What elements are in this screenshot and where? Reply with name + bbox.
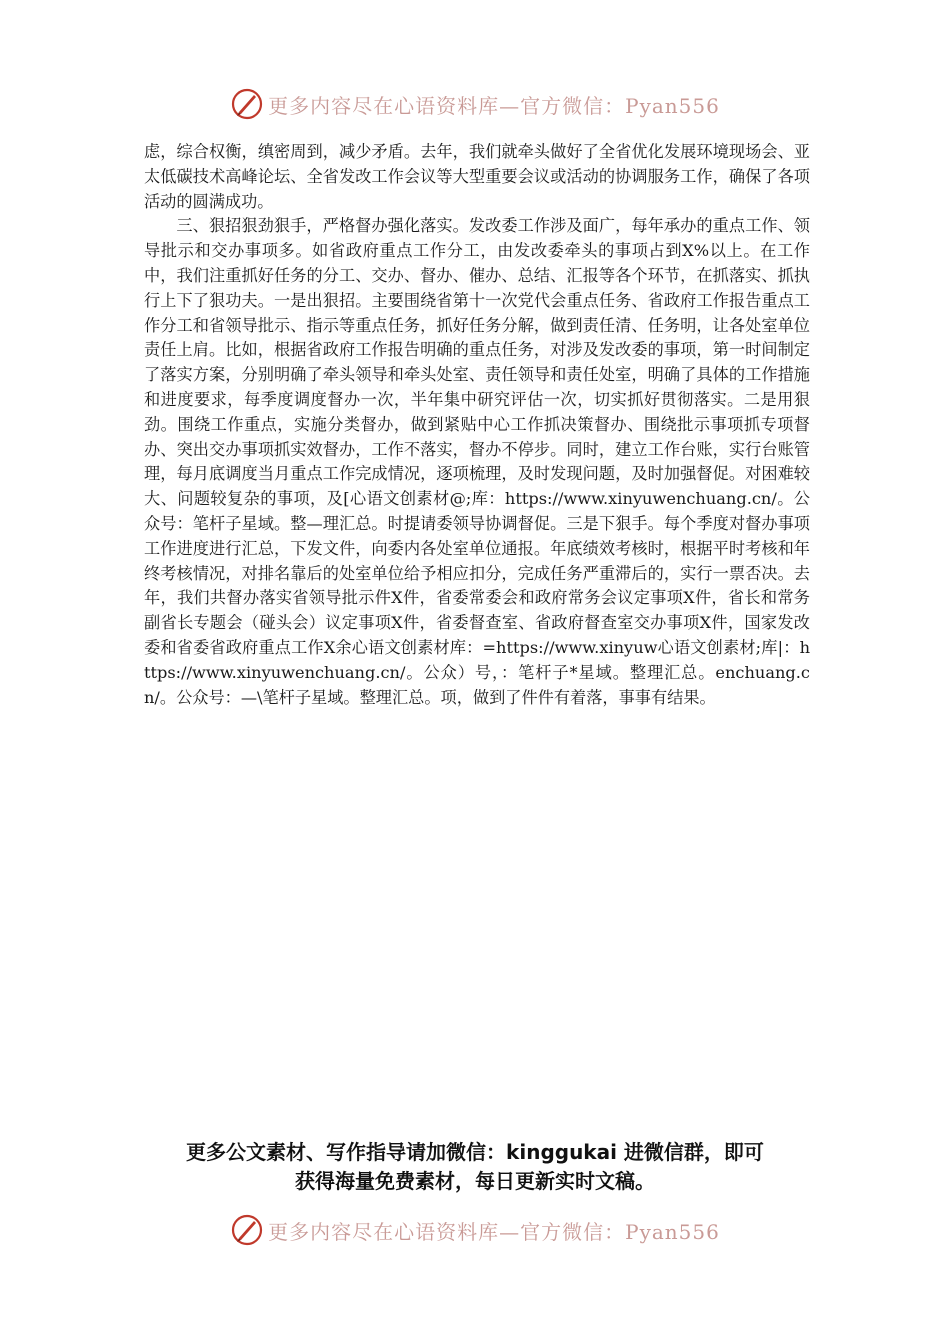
promo-line: 更多公文素材、写作指导请加微信：kinggukai 进微信群，即可: [186, 1140, 764, 1164]
promo-notice: [140, 1138, 810, 1196]
promo-line: 获得海量免费素材，每日更新实时文稿。: [295, 1169, 655, 1193]
header-banner: [0, 84, 950, 124]
quill-pen-logo-icon: [230, 1213, 264, 1247]
body-paragraph: 三、狠招狠劲狠手，严格督办强化落实。发改委工作涉及面广，每年承办的重点工作、领导批示和交办事项多。如省政府重点工作分工，由发改委牵头的事项占到X%以上。在工作中，我们注重抓好任务的分工、交办、督办、催办、总结、汇报等各个环节，在抓落实、抓执行上下了狠功夫。一是出狠招。主要围绕省第十一次党代会重点任务、省政府工作报告重点工作分工和省领导批示、指示等重点任务，抓好任务分解，做到责任清、任务明，让各处室单位责任上肩。比如，根据省政府工作报告明确的重点任务，对涉及发改委的事项，第一时间制定了落实方案，分别明确了牵头领导和牵头处室、责任领导和责任处室，明确了具体的工作措施和进度要求，每季度调度督办一次，半年集中研究评估一次，切实抓好贯彻落实。二是用狠劲。围绕工作重点，实施分类督办，做到紧贴中心工作抓决策督办、围绕批示事项抓专项督办、突出交办事项抓实效督办，工作不落实，督办不停步。同时，建立工作台账，实行台账管理，每月底调度当月重点工作完成情况，逐项梳理，及时发现问题，及时加强督促。对困难较大、问题较复杂的事项，及[心语文创素材@;库：https://www.xinyuwenchuang.cn/。公众号：笔杆子星域。整—理汇总。时提请委领导协调督促。三是下狠手。每个季度对督办事项工作进度进行汇总，下发文件，向委内各处室单位通报。年底绩效考核时，根据平时考核和年终考核情况，对排名靠后的处室单位给予相应扣分，完成任务严重滞后的，实行一票否决。去年，我们共督办落实省领导批示件X件，省委常委会和政府常务会议定事项X件，省长和常务副省长专题会（碰头会）议定事项X件，省委督查室、省政府督查室交办事项X件，国家发改委和省委省政府重点工作X余心语文创素材库：=https://www.xinyuw心语文创素材;库|：https://www.xinyuwenchuang.cn/。公众）号，：笔杆子*星域。整理汇总。enchuang.cn/。公众号：—\笔杆子星域。整理汇总。项，做到了件件有着落，事事有结果。: [144, 216, 810, 707]
header-banner-text: 更多内容尽在心语资料库—官方微信：Pyan556: [268, 93, 720, 118]
body-paragraph: 虑，综合权衡，缜密周到，减少矛盾。去年，我们就牵头做好了全省优化发展环境现场会、亚太低碳技术高峰论坛、全省发改工作会议等大型重要会议或活动的协调服务工作，确保了各项活动的圆满成功。: [144, 142, 810, 211]
quill-pen-logo-icon: [230, 87, 264, 121]
document-body: [144, 140, 810, 710]
footer-banner: [0, 1210, 950, 1250]
footer-banner-text: 更多内容尽在心语资料库—官方微信：Pyan556: [268, 1219, 720, 1244]
